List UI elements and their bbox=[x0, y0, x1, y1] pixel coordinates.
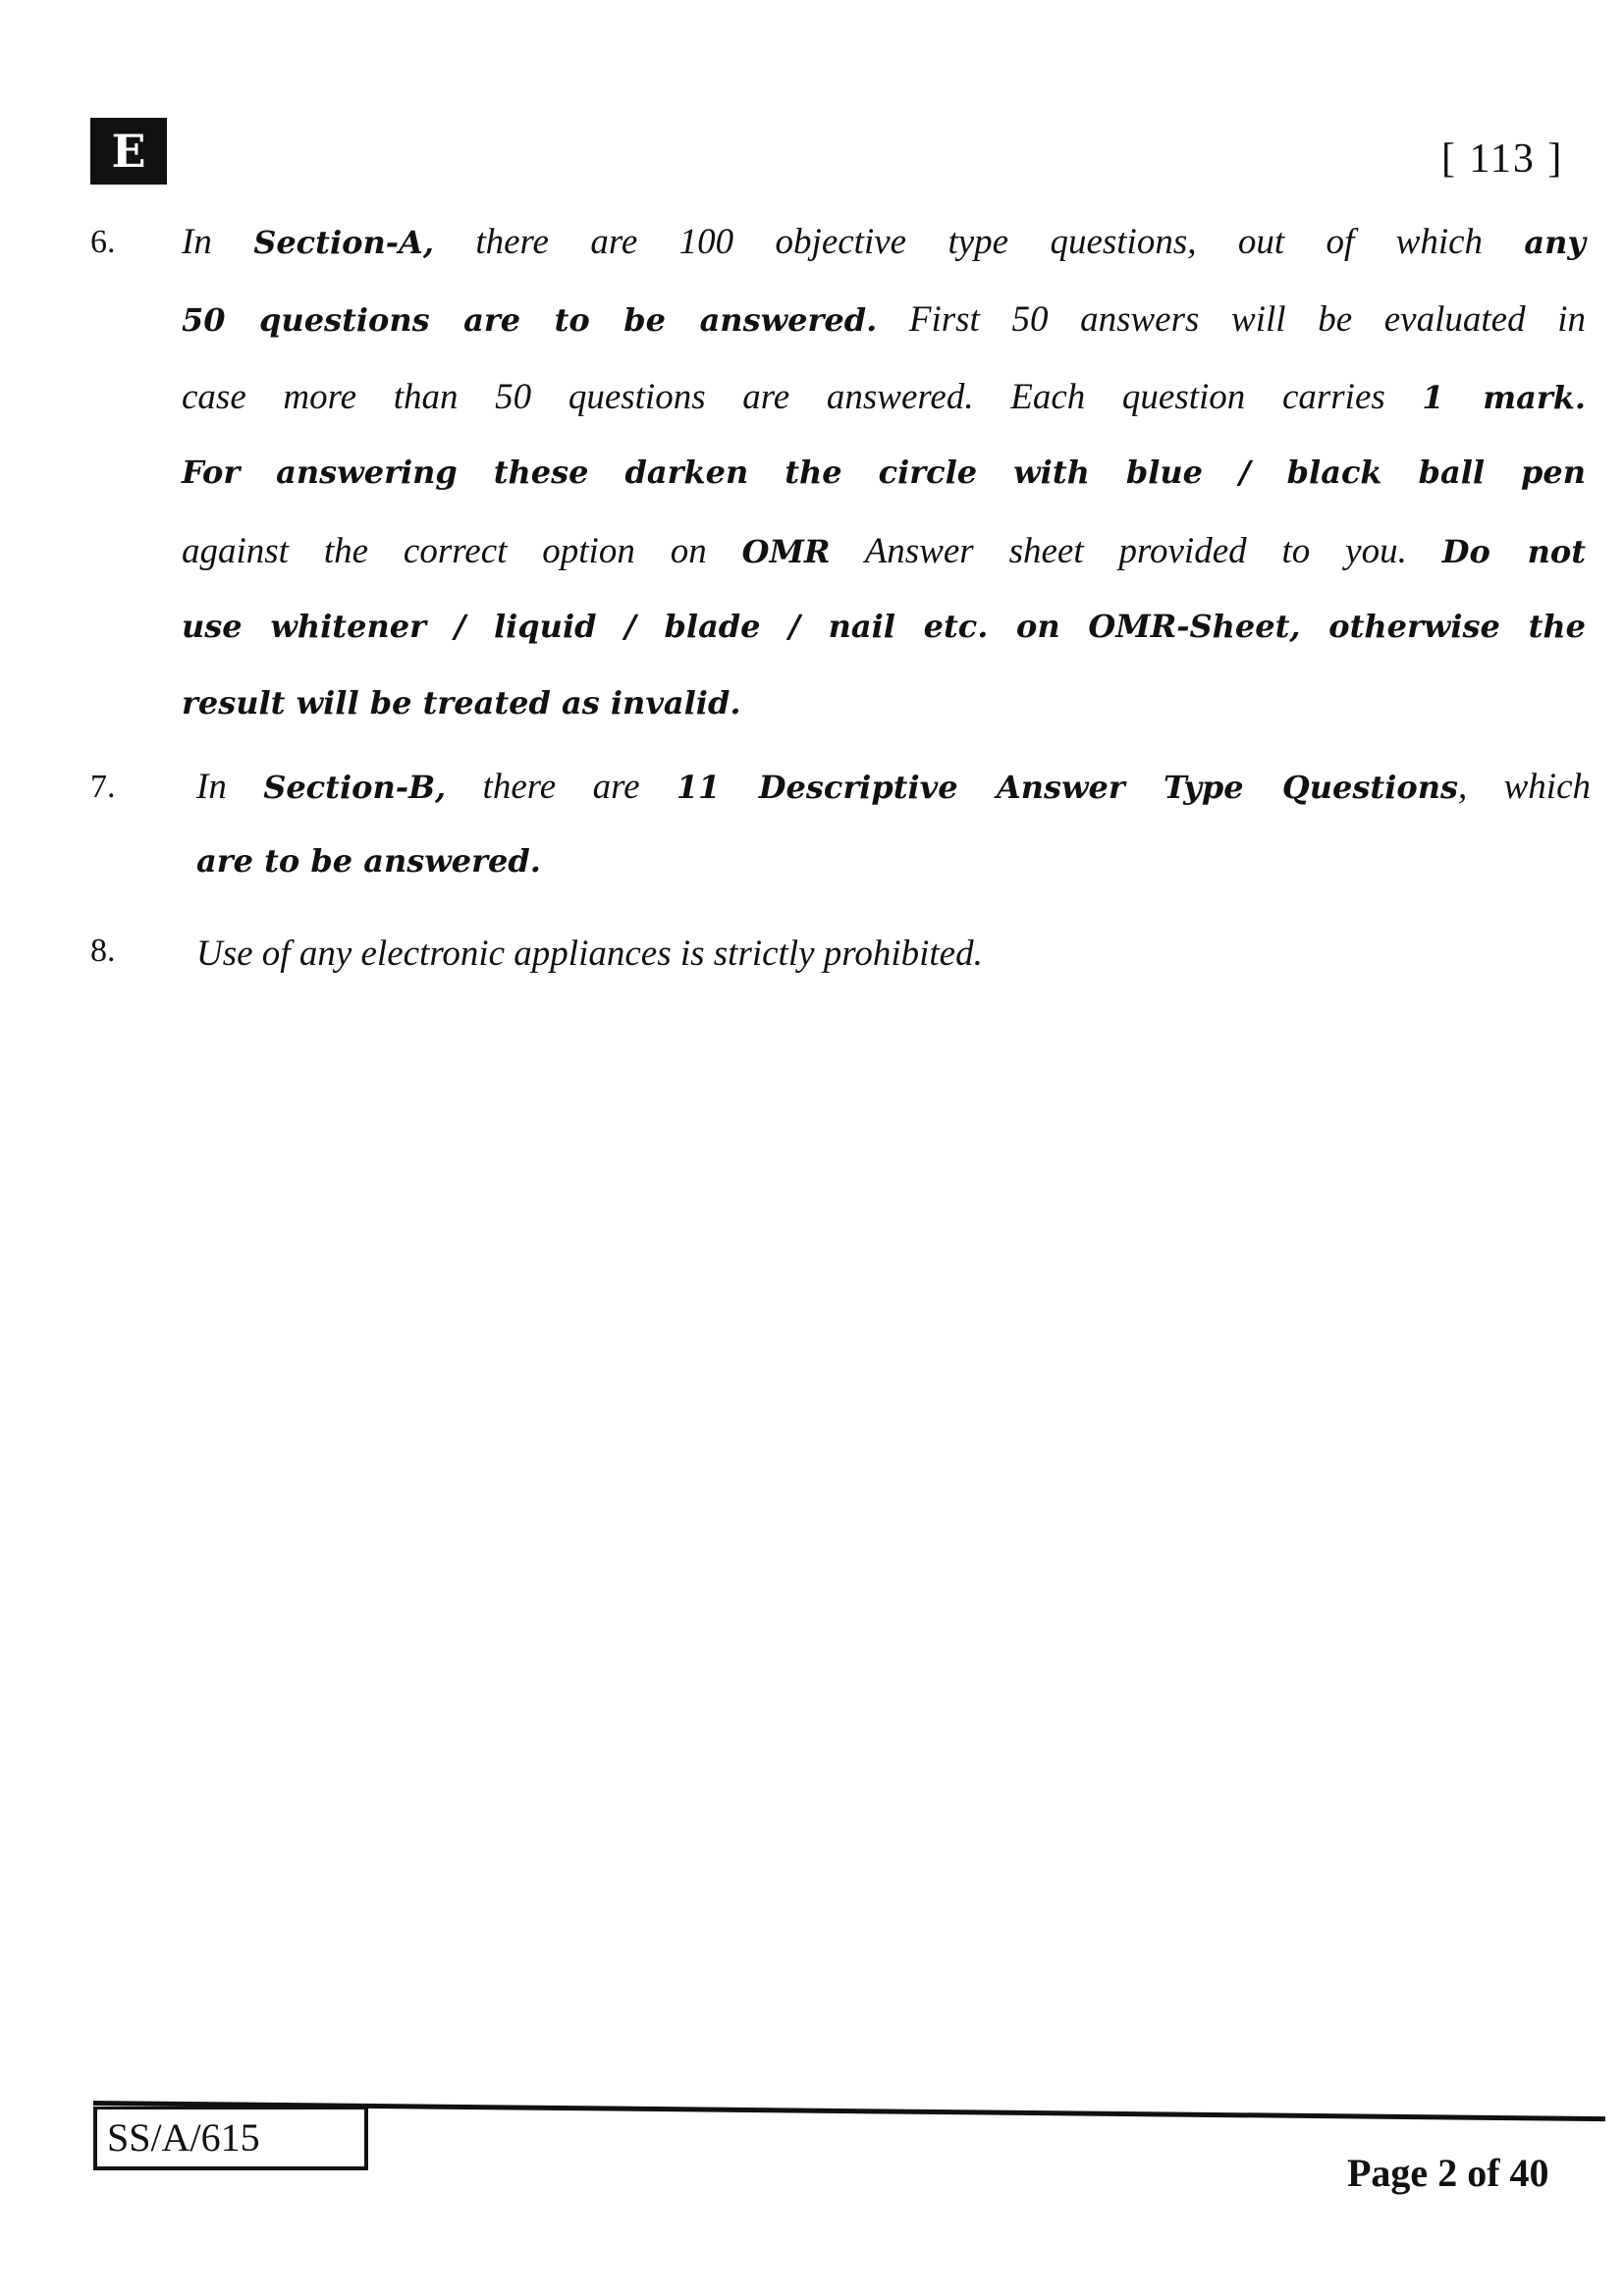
text-line bbox=[196, 766, 1591, 825]
text: case more than 50 questions are answered. Each question carries bbox=[182, 377, 1423, 417]
item-number: 7. bbox=[90, 769, 116, 805]
text: against the correct option on bbox=[182, 531, 742, 571]
text: there are bbox=[446, 767, 677, 807]
bold-text: 50 questions are to be answered. bbox=[182, 301, 878, 339]
text-line bbox=[182, 530, 1586, 589]
text-line bbox=[182, 608, 1586, 667]
bold-text: use whitener / liquid / blade / nail etc. on OMR-Sheet, otherwise the bbox=[182, 608, 1586, 645]
text-line bbox=[196, 842, 1591, 901]
text: First 50 answers will be evaluated in bbox=[877, 299, 1587, 340]
item-number: 8. bbox=[90, 933, 116, 969]
bold-text: are to be answered. bbox=[196, 842, 541, 880]
text: In bbox=[182, 222, 254, 262]
bold-text: 11 Descriptive Answer Type Questions bbox=[676, 769, 1458, 806]
bold-text: Section-A, bbox=[253, 224, 434, 261]
text-line bbox=[196, 933, 1591, 991]
bold-text: 1 mark. bbox=[1422, 379, 1587, 416]
text-line bbox=[182, 376, 1586, 435]
text-line bbox=[182, 684, 1586, 743]
page-code: [ 113 ] bbox=[1441, 136, 1564, 182]
text: Answer sheet provided to you. bbox=[830, 531, 1442, 571]
bold-text: any bbox=[1524, 224, 1586, 261]
text-line bbox=[182, 221, 1586, 280]
page-number: Page 2 of 40 bbox=[1347, 2151, 1549, 2195]
text: , which bbox=[1457, 767, 1591, 807]
text-line bbox=[182, 454, 1586, 512]
text: there are 100 objective type questions, out of which bbox=[433, 222, 1525, 262]
bold-text: For answering these darken the circle with blue / black ball pen bbox=[182, 454, 1586, 491]
text: In bbox=[196, 767, 264, 807]
bold-text: Section-B, bbox=[263, 769, 447, 806]
bold-text: Do not bbox=[1441, 533, 1586, 570]
series-letter-badge: E bbox=[90, 118, 167, 185]
text: Use of any electronic appliances is strictly prohibited. bbox=[196, 934, 983, 974]
bold-text: result will be treated as invalid. bbox=[182, 684, 741, 721]
bold-text: OMR bbox=[741, 533, 831, 570]
paper-code-box: SS/A/615 bbox=[93, 2107, 368, 2170]
item-number: 6. bbox=[90, 224, 116, 260]
text-line bbox=[182, 298, 1586, 357]
